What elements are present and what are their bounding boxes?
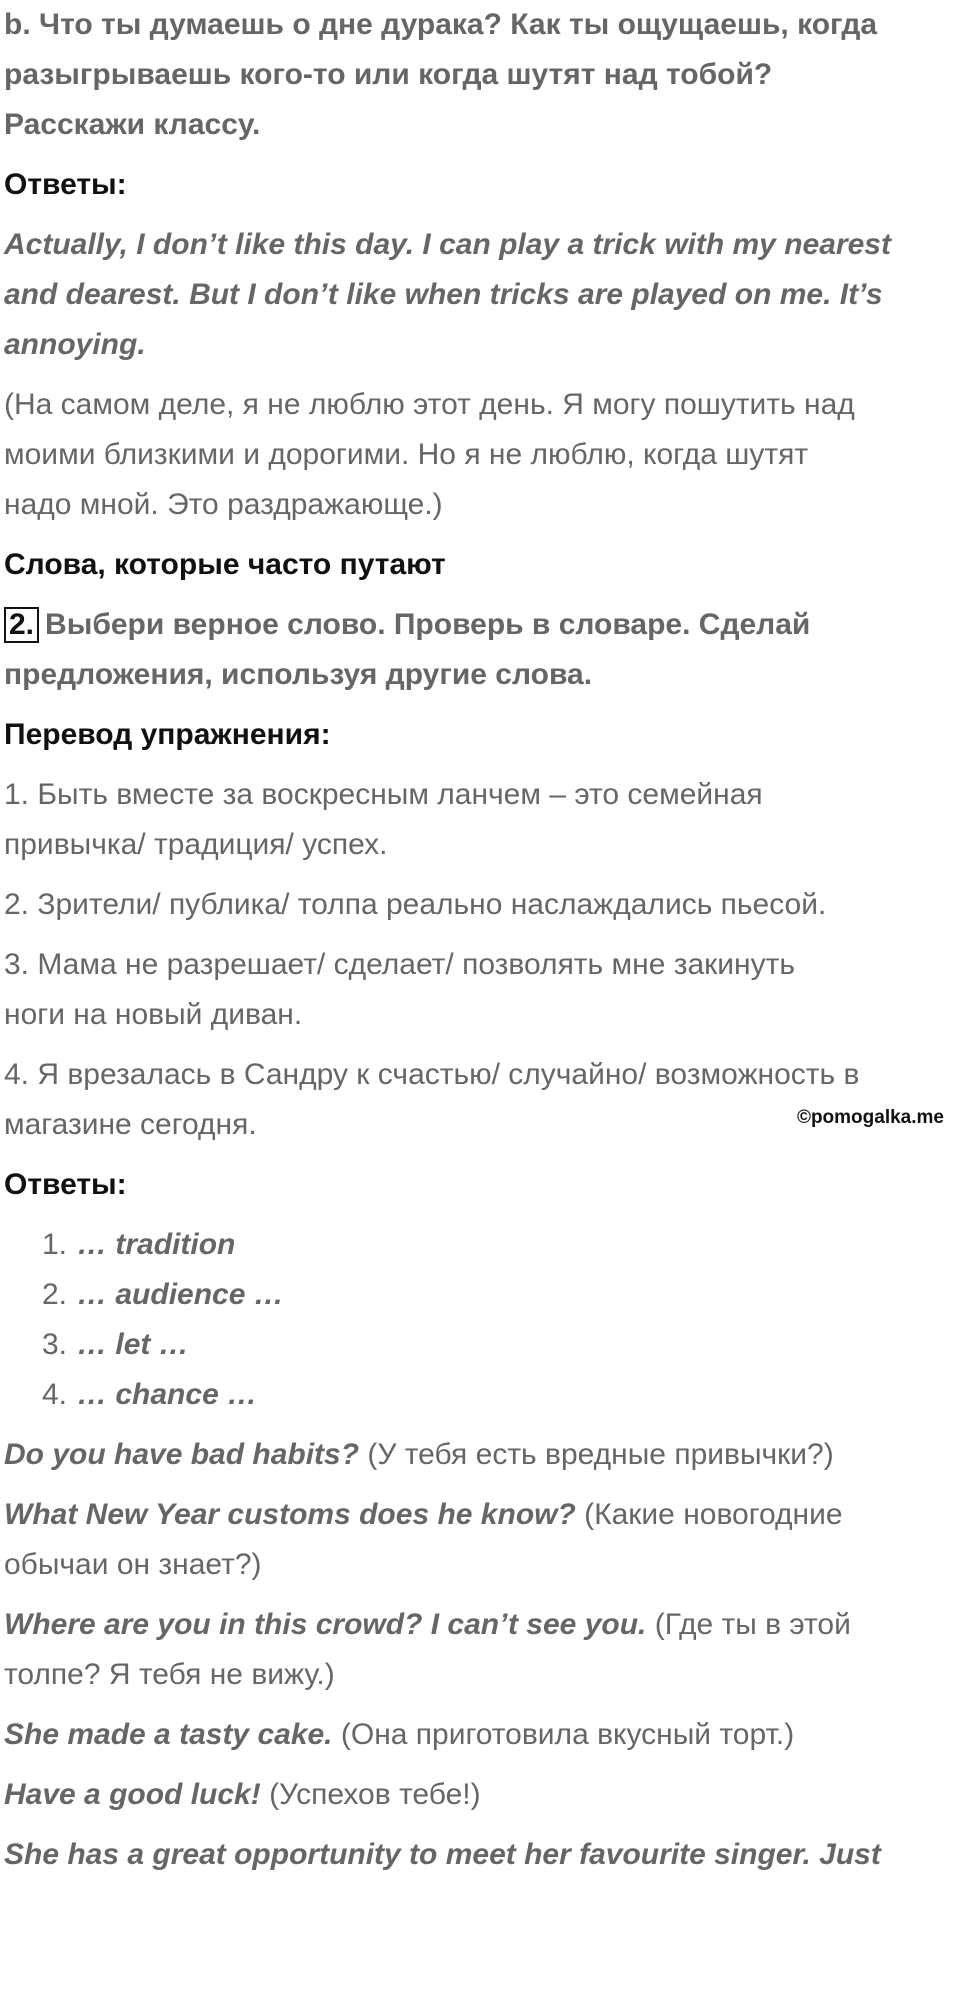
task-2-text-line1: Выбери верное слово. Проверь в словаре. Сделай (45, 608, 811, 641)
translation-item-1-line2: привычка/ традиция/ успех. (4, 828, 388, 861)
list-item: 4. … chance … (42, 1378, 258, 1411)
translation-item-4-line2: магазине сегодня. (4, 1108, 257, 1141)
translation-item-4-line1: 4. Я врезалась в Сандру к счастью/ случайно/ возможность в (4, 1058, 860, 1091)
answer-b-en-line2: and dearest. But I don’t like when tricks are played on me. It’s (4, 278, 883, 311)
answer-b-en-line3: annoying. (4, 328, 146, 361)
translation-heading: Перевод упражнения: (4, 718, 331, 751)
list-item: 3. … let … (42, 1328, 189, 1361)
answer-b-ru-line3: надо мной. Это раздражающе.) (4, 488, 443, 521)
translation-item-3-line1: 3. Мама не разрешает/ сделает/ позволять мне закинуть (4, 948, 795, 981)
answer-b-ru-line2: моими близкими и дорогими. Но я не люблю, когда шутят (4, 438, 809, 471)
example-6: She has a great opportunity to meet her favourite singer. Just (4, 1838, 881, 1871)
task-2-line1 (4, 600, 956, 650)
example-5: Have a good luck! (Успехов тебе!) (4, 1778, 481, 1811)
task-b-question-line2: разыгрываешь кого-то или когда шутят над тобой? (4, 58, 773, 91)
translation-item-2-line1: 2. Зрители/ публика/ толпа реально наслаждались пьесой. (4, 888, 827, 921)
translation-item-1-line1: 1. Быть вместе за воскресным ланчем – это семейная (4, 778, 763, 811)
task-b-question-line3: Расскажи классу. (4, 108, 261, 141)
translation-item-3-line2: ноги на новый диван. (4, 998, 303, 1031)
document-page (4, 0, 956, 1880)
example-2-line1: What New Year customs does he know? (Какие новогодние (4, 1498, 843, 1531)
section-heading: Слова, которые часто путают (4, 548, 446, 581)
answers-heading-2: Ответы: (4, 1168, 127, 1201)
example-3-line2: толпе? Я тебя не вижу.) (4, 1658, 335, 1691)
task-b-question-line1: b. Что ты думаешь о дне дурака? Как ты ощущаешь, когда (4, 8, 878, 41)
watermark: ©pomogalka.me (796, 1107, 944, 1128)
example-4: She made a tasty cake. (Она приготовила вкусный торт.) (4, 1718, 795, 1751)
task-number-box: 2. (4, 607, 39, 643)
list-item: 1. … tradition (42, 1228, 236, 1261)
translation-item-4 (4, 1050, 956, 1150)
list-item: 2. … audience … (42, 1278, 284, 1311)
answers-list (4, 1220, 956, 1420)
example-2-line2: обычаи он знает?) (4, 1548, 262, 1581)
example-3-line1: Where are you in this crowd? I can’t see you. (Где ты в этой (4, 1608, 851, 1641)
answer-b-en-line1: Actually, I don’t like this day. I can play a trick with my nearest (4, 228, 891, 261)
answers-heading-1: Ответы: (4, 168, 127, 201)
example-1: Do you have bad habits? (У тебя есть вредные привычки?) (4, 1438, 834, 1471)
answer-b-ru-line1: (На самом деле, я не люблю этот день. Я могу пошутить над (4, 388, 855, 421)
task-2-line2: предложения, используя другие слова. (4, 658, 593, 691)
